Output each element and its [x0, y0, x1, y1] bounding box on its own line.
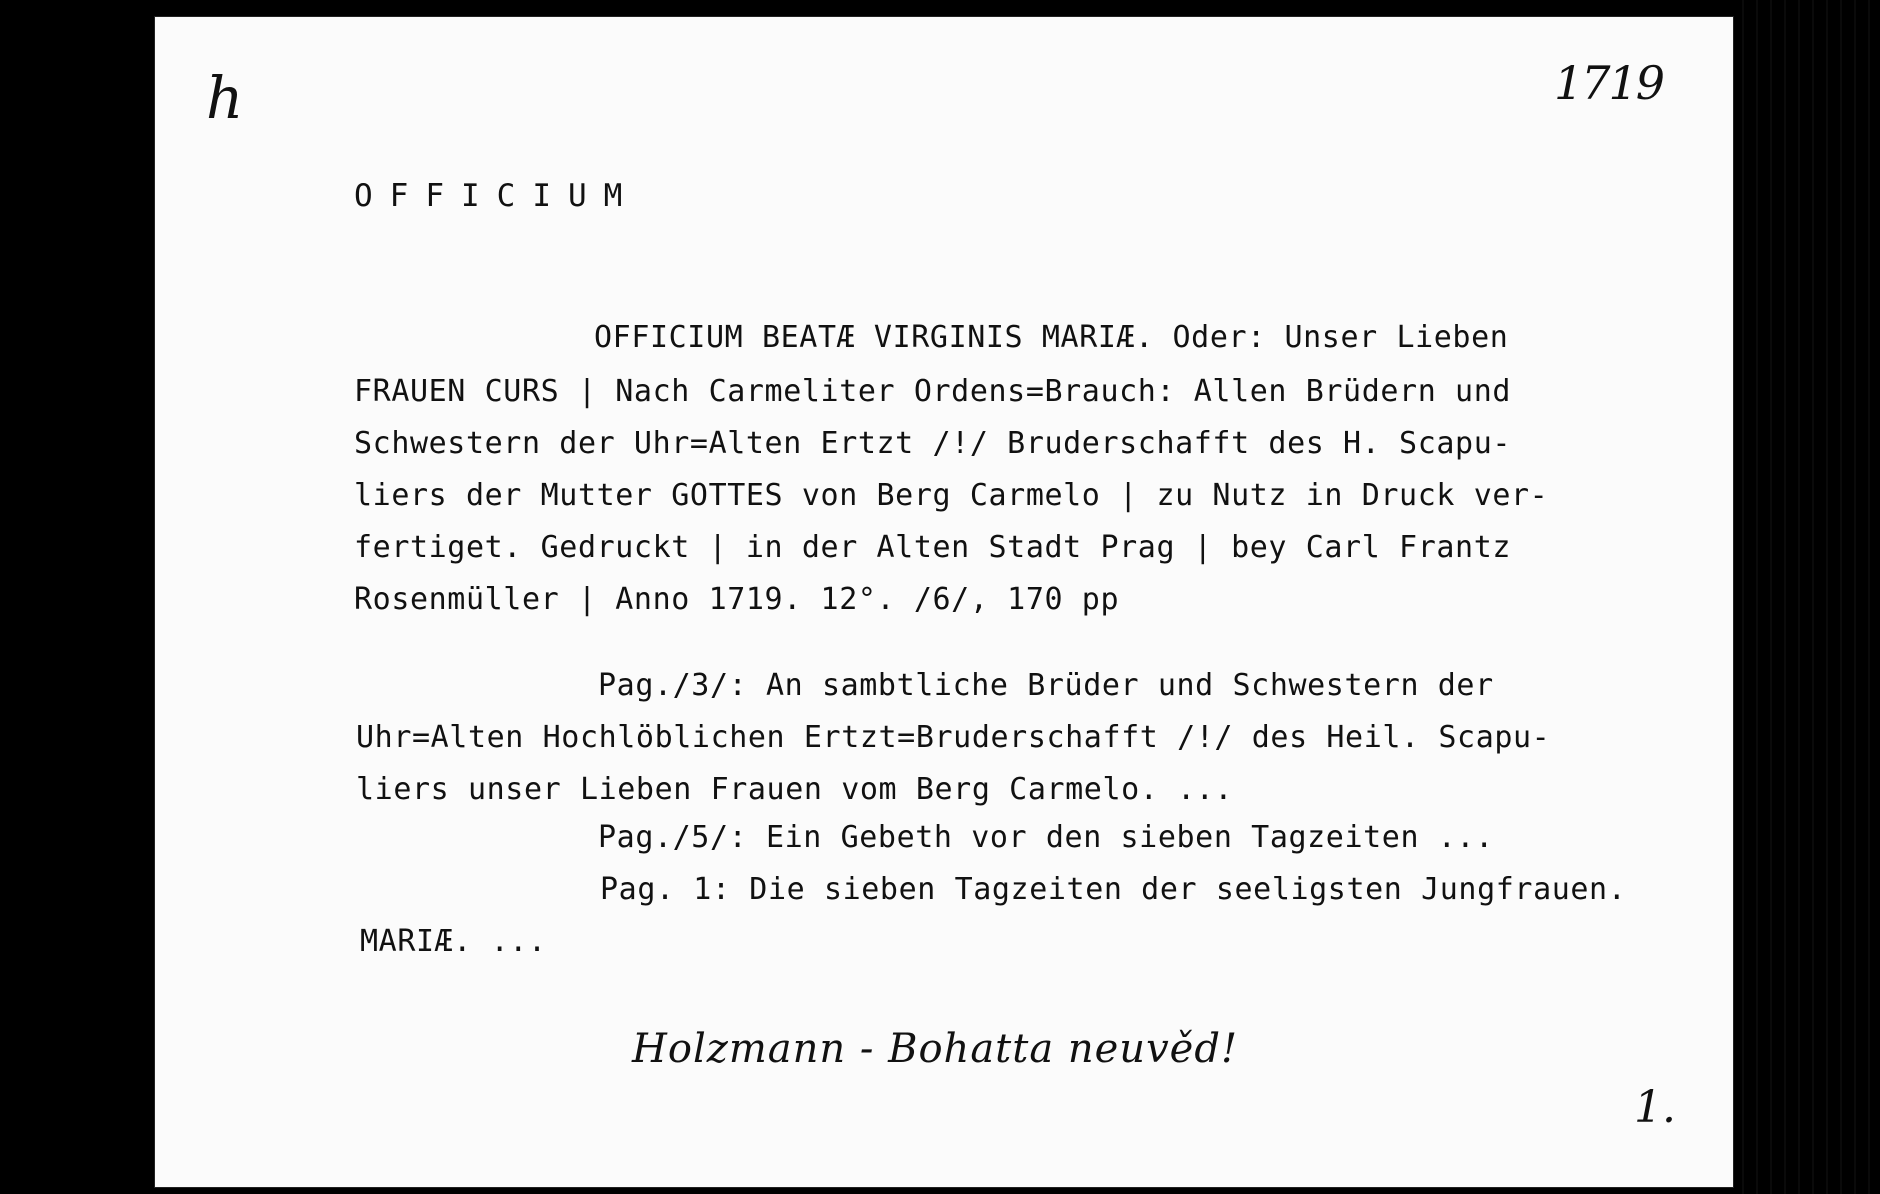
handwritten-year: 1719: [1554, 56, 1664, 110]
catalog-card: [154, 16, 1734, 1188]
pag1-line-2: MARIÆ. ...: [360, 924, 547, 959]
entry-line-2: FRAUEN CURS | Nach Carmeliter Ordens=Brauch: Allen Brüdern und: [354, 374, 1512, 409]
entry-line-3: Schwestern der Uhr=Alten Ertzt /!/ Bruderschafft des H. Scapu-: [354, 426, 1512, 461]
pag3-line-2: Uhr=Alten Hochlöblichen Ertzt=Bruderschafft /!/ des Heil. Scapu-: [356, 720, 1551, 755]
pag5-line: Pag./5/: Ein Gebeth vor den sieben Tagzeiten ...: [598, 820, 1494, 855]
pag3-line-3: liers unser Lieben Frauen vom Berg Carmelo. ...: [356, 772, 1234, 807]
scanner-edge-strip: [1736, 0, 1880, 1194]
handwritten-corner-mark: h: [206, 64, 244, 132]
pag3-line-1: Pag./3/: An sambtliche Brüder und Schwestern der: [598, 668, 1494, 703]
entry-line-5: fertiget. Gedruckt | in der Alten Stadt Prag | bey Carl Frantz: [354, 530, 1512, 565]
card-heading: OFFICIUM: [354, 178, 640, 214]
handwritten-note: Holzmann - Bohatta neuvěd!: [632, 1026, 1239, 1072]
handwritten-card-number: 1.: [1634, 1082, 1676, 1133]
pag1-line-1: Pag. 1: Die sieben Tagzeiten der seeligsten Jungfrauen.: [600, 872, 1627, 907]
entry-line-1: OFFICIUM BEATÆ VIRGINIS MARIÆ. Oder: Unser Lieben: [594, 320, 1509, 355]
entry-line-6: Rosenmüller | Anno 1719. 12°. /6/, 170 pp: [354, 582, 1120, 617]
entry-line-4: liers der Mutter GOTTES von Berg Carmelo | zu Nutz in Druck ver-: [354, 478, 1549, 513]
